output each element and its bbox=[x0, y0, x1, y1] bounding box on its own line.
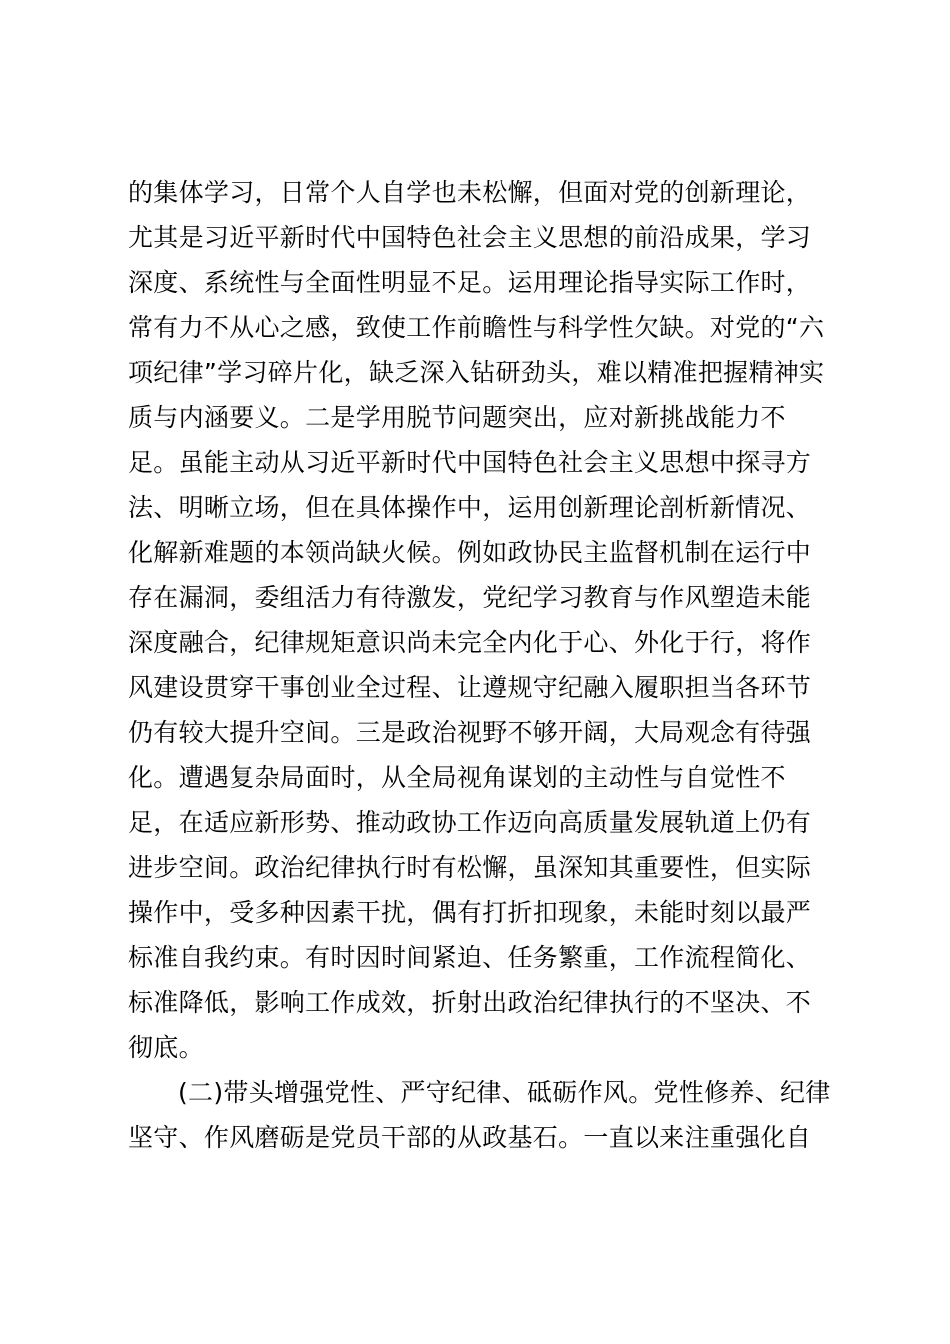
text-line: 法、明晰立场，但在具体操作中，运用创新理论剖析新情况、 bbox=[128, 493, 812, 522]
text-line: 坚守、作风磨砺是党员干部的从政基石。一直以来注重强化自 bbox=[128, 1123, 812, 1152]
text-line: 质与内涵要义。二是学用脱节问题突出，应对新挑战能力不 bbox=[128, 403, 786, 432]
text-line: 深度融合，纪律规矩意识尚未完全内化于心、外化于行，将作 bbox=[128, 628, 812, 657]
text-line: 深度、系统性与全面性明显不足。运用理论指导实际工作时， bbox=[128, 268, 812, 297]
text-line: 风建设贯穿干事创业全过程、让遵规守纪融入履职担当各环节 bbox=[128, 673, 812, 702]
text-line: 进步空间。政治纪律执行时有松懈，虽深知其重要性，但实际 bbox=[128, 853, 812, 882]
text-line: 足，在适应新形势、推动政协工作迈向高质量发展轨道上仍有 bbox=[128, 808, 812, 837]
text-line: 仍有较大提升空间。三是政治视野不够开阔，大局观念有待强 bbox=[128, 718, 812, 747]
text-line: 彻底。 bbox=[128, 1033, 204, 1062]
text-line: 的集体学习，日常个人自学也未松懈，但面对党的创新理论， bbox=[128, 178, 812, 207]
text-line: 存在漏洞，委组活力有待激发，党纪学习教育与作风塑造未能 bbox=[128, 583, 812, 612]
text-line: 标准降低，影响工作成效，折射出政治纪律执行的不坚决、不 bbox=[128, 988, 812, 1017]
text-line: 化解新难题的本领尚缺火候。例如政协民主监督机制在运行中 bbox=[128, 538, 812, 567]
text-line: 足。虽能主动从习近平新时代中国特色社会主义思想中探寻方 bbox=[128, 448, 812, 477]
text-line: 操作中，受多种因素干扰，偶有打折扣现象，未能时刻以最严 bbox=[128, 898, 812, 927]
text-line: 常有力不从心之感，致使工作前瞻性与科学性欠缺。对党的“六 bbox=[128, 313, 825, 342]
text-line: 化。遭遇复杂局面时，从全局视角谋划的主动性与自觉性不 bbox=[128, 763, 786, 792]
text-line: 标准自我约束。有时因时间紧迫、任务繁重，工作流程简化、 bbox=[128, 943, 812, 972]
text-line: 尤其是习近平新时代中国特色社会主义思想的前沿成果，学习 bbox=[128, 223, 812, 252]
text-line: 项纪律”学习碎片化，缺乏深入钻研劲头，难以精准把握精神实 bbox=[128, 358, 825, 387]
section-heading-line: (二)带头增强党性、严守纪律、砥砺作风。党性修养、纪律 bbox=[178, 1078, 831, 1107]
